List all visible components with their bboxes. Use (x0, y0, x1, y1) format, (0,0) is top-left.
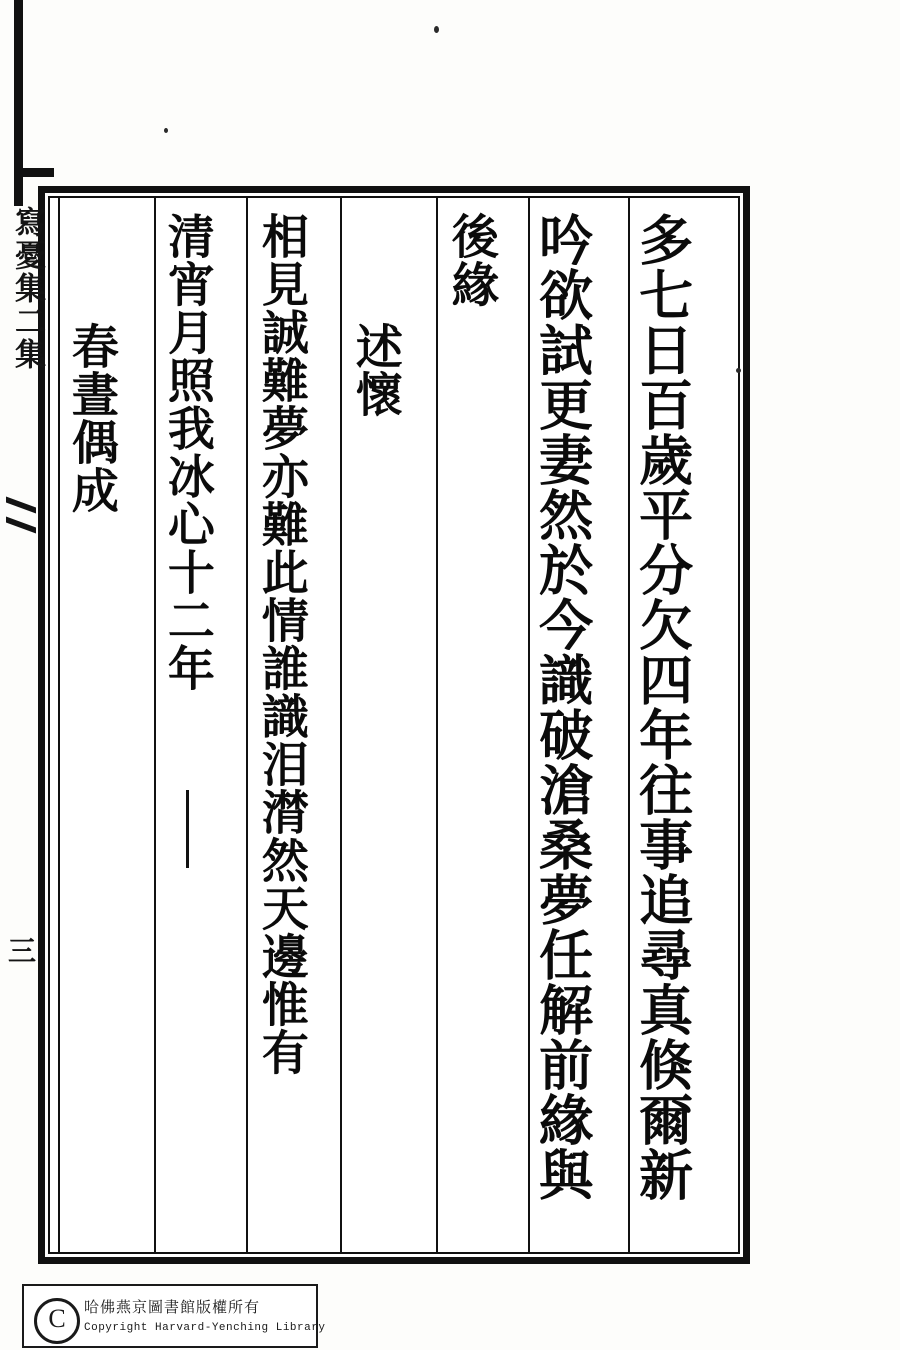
spine-fishtail-mark (6, 496, 40, 548)
column-rule (154, 198, 156, 1252)
spine-title: 寫憂集二集 (9, 206, 45, 371)
column-6-blank-tick (186, 790, 189, 868)
text-column-6: 清宵月照我冰心十二年 (159, 212, 215, 692)
column-rule (58, 198, 60, 1252)
ink-speck (164, 128, 168, 133)
text-column-5: 相見誠難夢亦難此情誰識泪潸然天邊惟有 (253, 212, 309, 1076)
ink-speck (434, 26, 439, 33)
text-column-3-heading: 後緣 (443, 212, 499, 308)
column-rule (246, 198, 248, 1252)
library-copyright-stamp (22, 1284, 326, 1348)
copyright-symbol: C (34, 1298, 80, 1344)
column-rule (436, 198, 438, 1252)
stamp-chinese-text: 哈佛燕京圖書館版權所有 (84, 1298, 261, 1316)
spine-page-number: 三 (4, 936, 37, 965)
spine-strip (0, 196, 44, 1254)
text-column-4-title: 述懷 (347, 322, 403, 418)
text-column-2: 吟欲試更妻然於今識破滄桑夢任解前緣與 (530, 212, 595, 1202)
ink-speck (736, 368, 741, 373)
edge-rule-horizontal (14, 168, 54, 177)
stamp-english-text: Copyright Harvard-Yenching Library (84, 1322, 326, 1334)
text-column-1: 多七日百歲平分欠四年往事追尋真倏爾新 (630, 212, 695, 1202)
column-rule (628, 198, 630, 1252)
column-rule (340, 198, 342, 1252)
column-rule (528, 198, 530, 1252)
text-column-7-title: 春晝偶成 (63, 322, 119, 514)
